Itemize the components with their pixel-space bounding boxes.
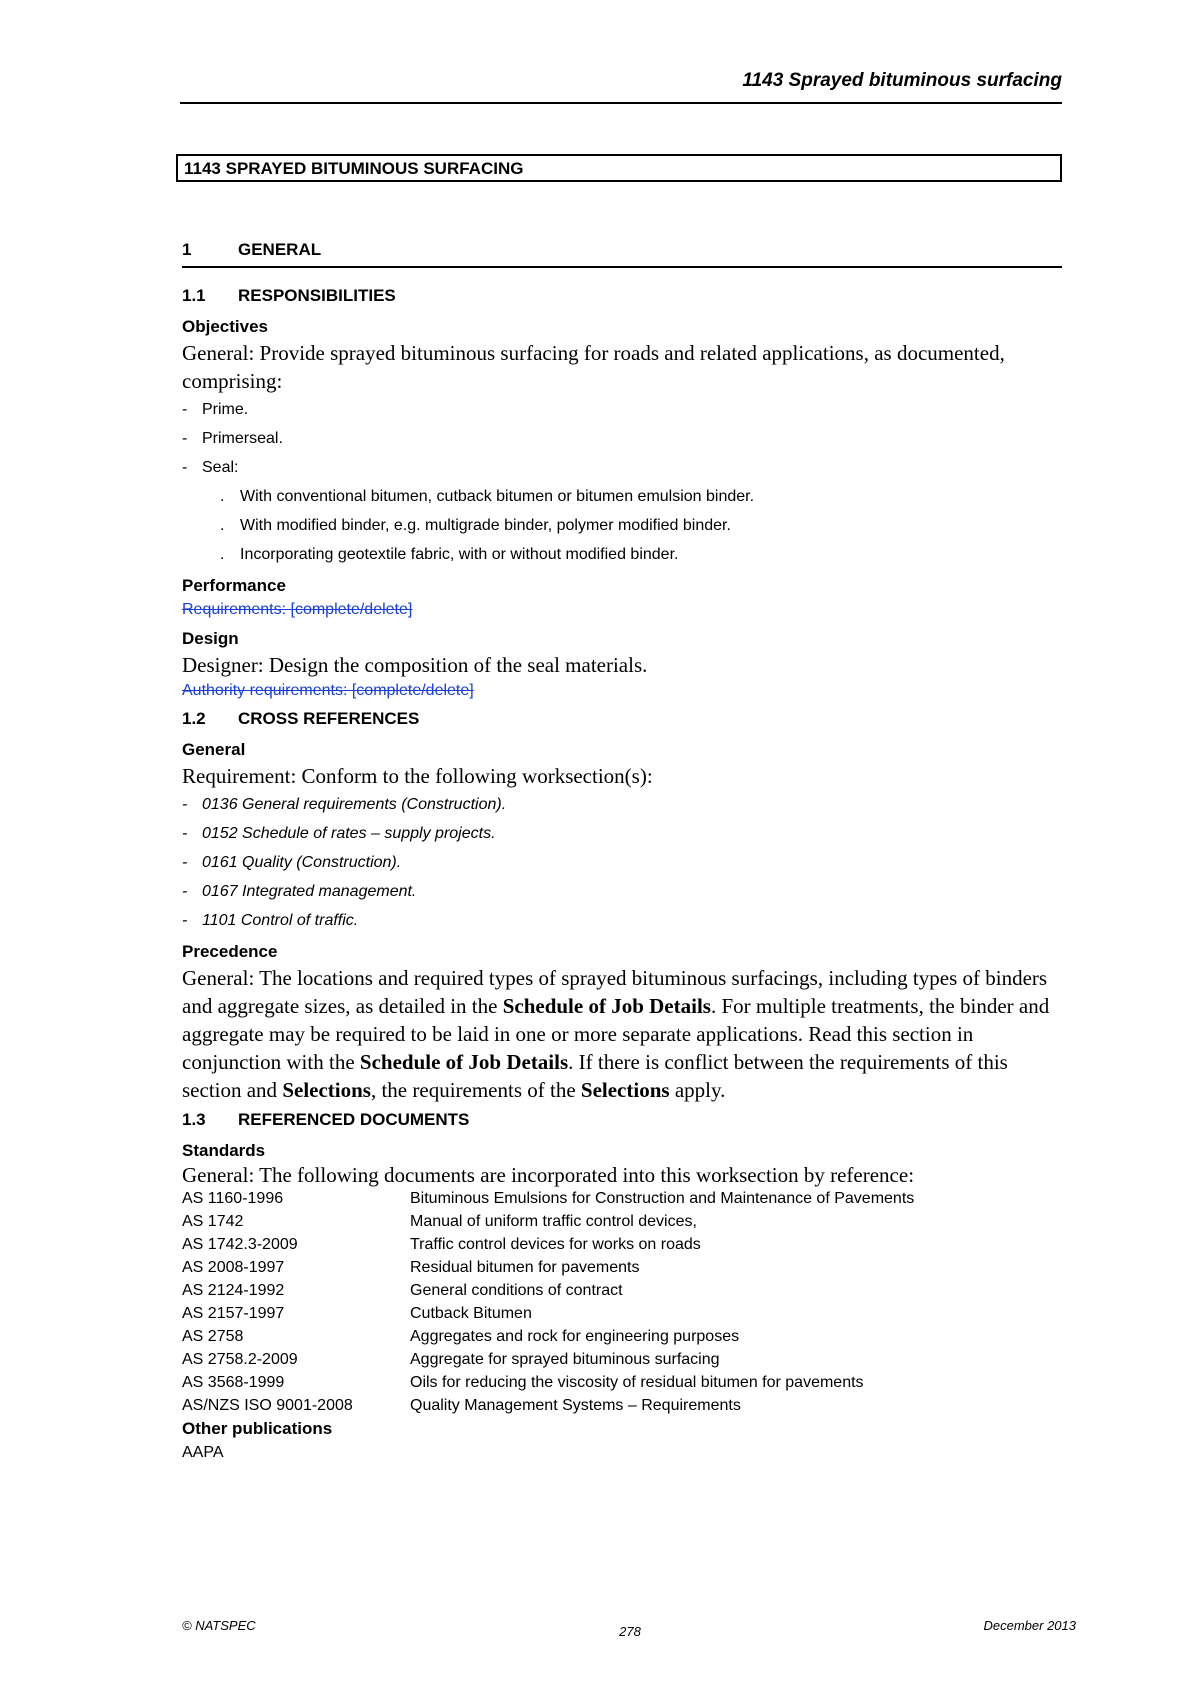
list-item: - Prime. <box>182 401 249 418</box>
clause-number: 1.3 <box>182 1110 206 1129</box>
table-row: AS 2157-1997 Cutback Bitumen <box>182 1305 532 1322</box>
list-item: - Seal: <box>182 459 239 476</box>
document-title: 1143 SPRAYED BITUMINOUS SURFACING <box>176 154 1062 182</box>
footer-page-number: 278 <box>619 1624 641 1639</box>
worksection-item: - 0152 Schedule of rates – supply projects. <box>182 825 496 842</box>
list-item: - Primerseal. <box>182 430 283 447</box>
running-header: 1143 Sprayed bituminous surfacing <box>742 70 1062 91</box>
table-row: AS 2124-1992 General conditions of contract <box>182 1282 623 1299</box>
header-rule <box>180 102 1062 104</box>
footer-copyright: © NATSPEC <box>182 1618 256 1633</box>
table-row: AS 3568-1999 Oils for reducing the viscosity of residual bitumen for pavements <box>182 1374 864 1391</box>
performance-guidance-text: Requirements: [complete/delete] <box>182 601 413 618</box>
objectives-heading: Objectives <box>182 317 268 336</box>
clause-title: REFERENCED DOCUMENTS <box>238 1110 470 1129</box>
general-text: Requirement: Conform to the following worksection(s): <box>182 764 653 788</box>
section-general-heading <box>182 240 1062 268</box>
other-publication-item: AAPA <box>182 1444 224 1461</box>
clause-number: 1.1 <box>182 286 206 305</box>
objectives-list <box>182 395 1062 482</box>
clause-referenced-documents-heading <box>182 1110 1062 1134</box>
design-heading: Design <box>182 629 239 648</box>
table-row: AS 2758 Aggregates and rock for engineering purposes <box>182 1328 740 1345</box>
section-number: 1 <box>182 240 192 259</box>
seal-sublist <box>182 482 1062 569</box>
other-publications-heading: Other publications <box>182 1419 333 1438</box>
table-row: AS 2758.2-2009 Aggregate for sprayed bituminous surfacing <box>182 1351 720 1368</box>
sublist-item: . Incorporating geotextile fabric, with or without modified binder. <box>220 546 679 563</box>
worksection-item: - 0161 Quality (Construction). <box>182 854 402 871</box>
table-row: AS 1160-1996 Bituminous Emulsions for Construction and Maintenance of Pavements <box>182 1190 915 1207</box>
precedence-text: General: The locations and required types of sprayed bituminous surfacings, including types of binders and aggregate sizes, as detailed in the Schedule of Job Details. For multiple treatments, the binder and aggregate may be required to be laid in one or more separate applications. Read this section in conjunction with the Schedule of Job Details. If there is conflict between the requirements of this section and Selections, the requirements of the Selections apply. <box>182 966 1050 1102</box>
page-content <box>182 240 1062 1465</box>
worksection-list <box>182 790 1062 935</box>
design-guidance-text: Authority requirements: [complete/delete] <box>182 682 474 699</box>
worksection-item: - 1101 Control of traffic. <box>182 912 359 929</box>
section-title: GENERAL <box>238 240 322 259</box>
clause-responsibilities-heading <box>182 286 1062 310</box>
standards-table <box>182 1187 914 1417</box>
sublist-item: . With modified binder, e.g. multigrade binder, polymer modified binder. <box>220 517 731 534</box>
footer-date: December 2013 <box>983 1618 1076 1633</box>
sublist-item: . With conventional bitumen, cutback bitumen or bitumen emulsion binder. <box>220 488 755 505</box>
table-row: AS 2008-1997 Residual bitumen for pavements <box>182 1259 640 1276</box>
standards-text: General: The following documents are incorporated into this worksection by reference: <box>182 1163 915 1187</box>
table-row: AS/NZS ISO 9001-2008 Quality Management Systems – Requirements <box>182 1397 741 1414</box>
clause-title: CROSS REFERENCES <box>238 709 420 728</box>
clause-number: 1.2 <box>182 709 206 728</box>
table-row: AS 1742.3-2009 Traffic control devices for works on roads <box>182 1236 701 1253</box>
performance-heading: Performance <box>182 576 286 595</box>
clause-cross-references-heading <box>182 709 1062 733</box>
objectives-text: General: Provide sprayed bituminous surfacing for roads and related applications, as documented, comprising: <box>182 341 1005 393</box>
worksection-item: - 0167 Integrated management. <box>182 883 417 900</box>
general-heading: General <box>182 740 246 759</box>
standards-heading: Standards <box>182 1141 266 1160</box>
table-row: AS 1742 Manual of uniform traffic control devices, <box>182 1213 697 1230</box>
clause-title: RESPONSIBILITIES <box>238 286 396 305</box>
design-text: Designer: Design the composition of the seal materials. <box>182 653 648 677</box>
worksection-item: - 0136 General requirements (Construction). <box>182 796 507 813</box>
precedence-heading: Precedence <box>182 942 278 961</box>
